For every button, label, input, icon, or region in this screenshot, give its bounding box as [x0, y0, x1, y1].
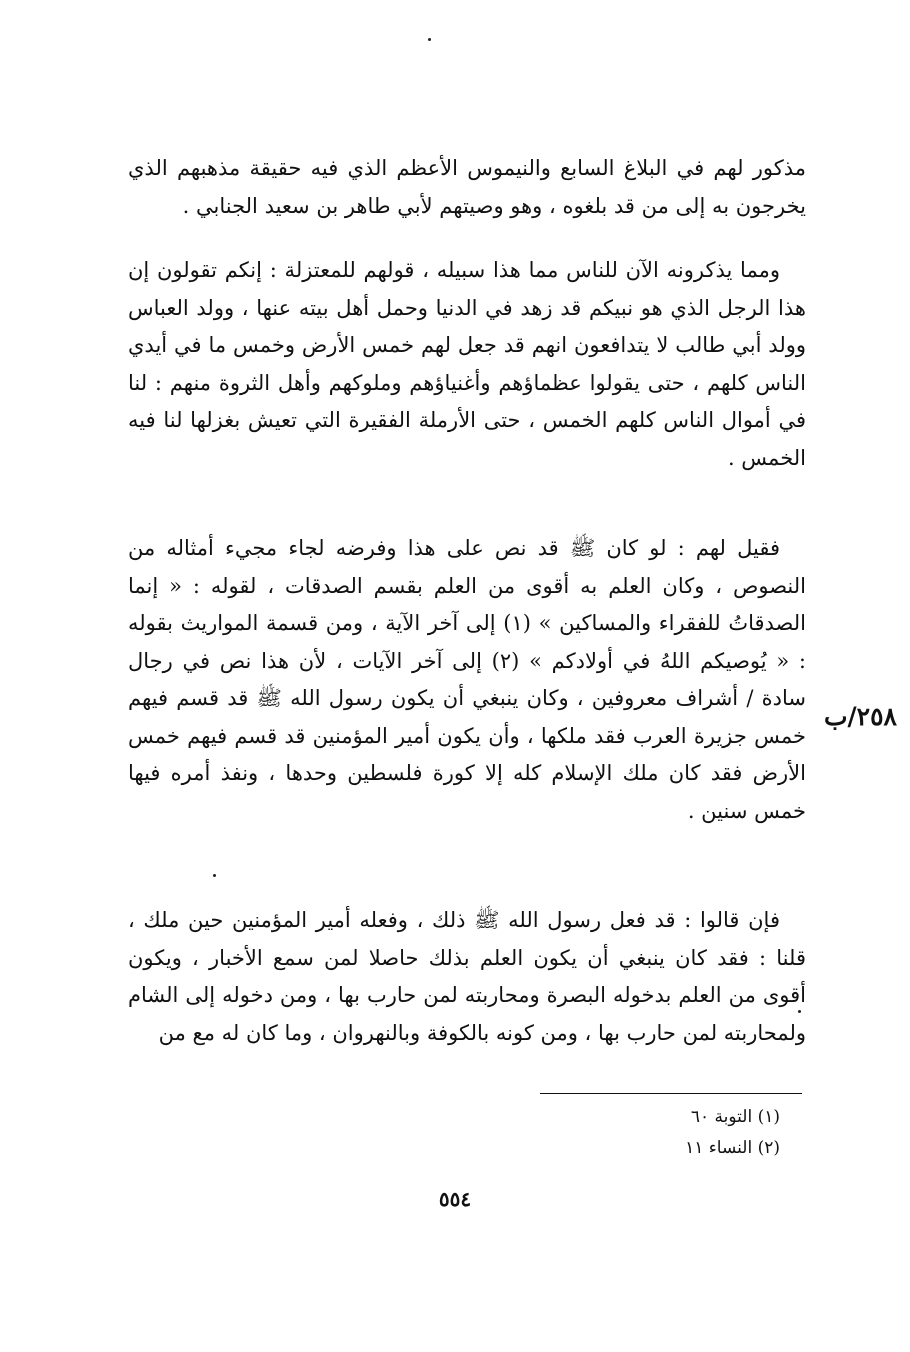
page-number: ٥٥٤	[438, 1187, 472, 1211]
footnotes	[685, 1102, 780, 1164]
main-text	[128, 530, 806, 830]
manuscript-folio-marker: ٢٥٨/ب	[824, 702, 897, 731]
paragraph-2: ومما يذكرونه الآن للناس مما هذا سبيله ، قولهم للمعتزلة : إنكم تقولون إن هذا الرجل الذي هو نبيكم قد زهد في الدنيا وحمل أهل بيته عنها ، وولد العباس وولد أبي طالب لا يتدافعون انهم قد جعل لهم خمس الأرض وخمس ما في أيدي الناس كلهم ، حتى يقولوا عظماؤهم وأغنياؤهم وملوكهم وأهل الثروة منهم : لنا في أموال الناس كلهم الخمس ، حتى الأرملة الفقيرة التي تعيش بغزلها لنا فيه الخمس .	[128, 258, 806, 470]
main-text	[128, 902, 806, 1052]
footnote-1: (١) التوبة ٦٠	[690, 1107, 780, 1127]
paragraph-1: مذكور لهم في البلاغ السابع والنيموس الأعظم الذي فيه حقيقة مذهبهم الذي يخرجون به إلى من قد بلغوه ، وهو وصيتهم لأبي طاهر بن سعيد الجنابي .	[128, 156, 806, 218]
paragraph-3: فقيل لهم : لو كان ﷺ قد نص على هذا وفرضه لجاء مجيء أمثاله من النصوص ، وكان العلم به أقوى من العلم بقسم الصدقات ، لقوله : « إنما الصدقاتُ للفقراء والمساكين » (١) إلى آخر الآية ، ومن قسمة المواريث بقوله : « يُوصيكم اللهُ في أولادكم » (٢) إلى آخر الآيات ، لأن هذا نص في رجال سادة / أشراف معروفين ، وكان ينبغي أن يكون رسول الله ﷺ قد قسم فيهم خمس جزيرة العرب فقد ملكها ، وأن يكون أمير المؤمنين قد قسم فيهم خمس الأرض فقد كان ملك الإسلام كله إلا كورة فلسطين وحدها ، ونفذ أمره فيها خمس سنين .	[128, 536, 807, 823]
main-text	[128, 150, 806, 225]
paragraph-4: فإن قالوا : قد فعل رسول الله ﷺ ذلك ، وفعله أمير المؤمنين حين ملك ، قلنا : فقد كان ينبغي أن يكون العلم بذلك حاصلا لمن سمع الأخبار ، ويكون أقوى من العلم بدخوله البصرة ومحاربته لمن حارب بها ، ومن دخوله إلى الشام ولمحاربته لمن حارب بها ، ومن كونه بالكوفة وبالنهروان ، وما كان له مع من	[128, 908, 806, 1045]
scan-speck	[213, 874, 216, 877]
footnote-divider	[540, 1093, 802, 1094]
main-text	[128, 252, 806, 477]
footnote-2: (٢) النساء ١١	[685, 1138, 780, 1158]
scan-speck	[428, 38, 431, 41]
